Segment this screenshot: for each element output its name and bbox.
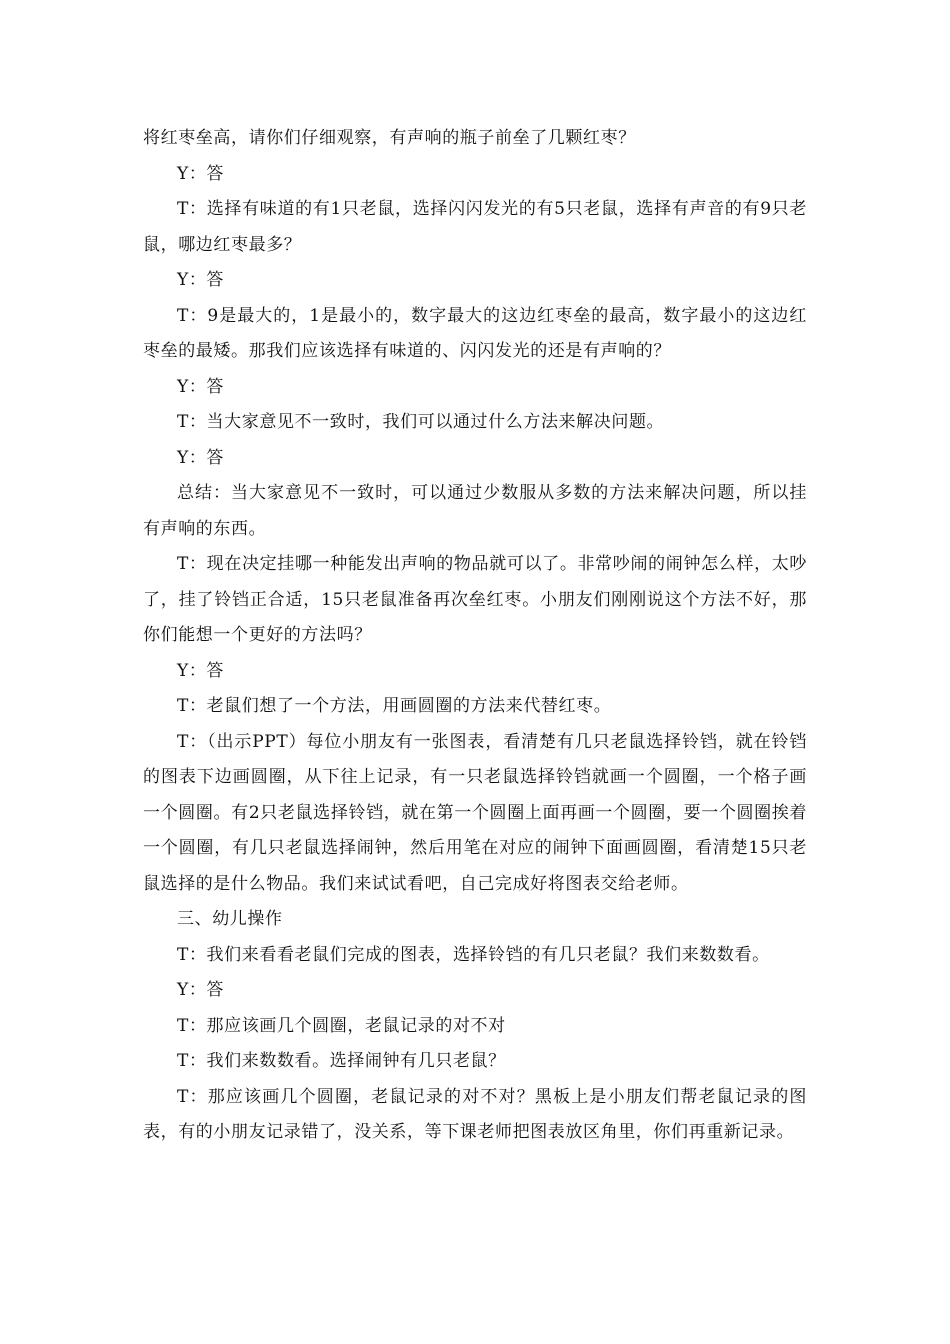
paragraph: T：我们来数数看。选择闹钟有几只老鼠？ — [177, 1051, 506, 1071]
paragraph: Y：答 — [177, 376, 225, 397]
paragraph: T：现在决定挂哪一种能发出声响的物品就可以了。非常吵闹的闹钟怎么样，太吵了，挂了铃铛正合适，15只老鼠准备再次垒红枣。小朋友们刚刚说这个方法不好，那你们能想一个更好的方法吗？ — [143, 554, 807, 645]
paragraph: T：我们来看看老鼠们完成的图表，选择铃铛的有几只老鼠？我们来数数看。 — [177, 944, 770, 965]
paragraph: T：那应该画几个圆圈，老鼠记录的对不对？黑板上是小朋友们帮老鼠记录的图表，有的小朋友记录错了，没关系，等下课老师把图表放区角里，你们再重新记录。 — [143, 1086, 807, 1142]
paragraph: 将红枣垒高，请你们仔细观察，有声响的瓶子前垒了几颗红枣？ — [143, 128, 636, 148]
paragraph: T：当大家意见不一致时，我们可以通过什么方法来解决问题。 — [177, 412, 665, 432]
paragraph: T：9是最大的，1是最小的，数字最大的这边红枣垒的最高，数字最小的这边红枣垒的最矮。那我们应该选择有味道的、闪闪发光的还是有声响的？ — [143, 305, 807, 361]
paragraph: T：老鼠们想了一个方法，用画圆圈的方法来代替红枣。 — [177, 696, 612, 716]
paragraph: Y：答 — [177, 660, 225, 681]
paragraph: T：那应该画几个圆圈，老鼠记录的对不对 — [177, 1015, 506, 1036]
paragraph: T：选择有味道的有1只老鼠，选择闪闪发光的有5只老鼠，选择有声音的有9只老鼠，哪边红枣最多？ — [143, 199, 807, 255]
paragraph: Y：答 — [177, 270, 225, 290]
summary-paragraph: 总结：当大家意见不一致时，可以通过少数服从多数的方法来解决问题，所以挂有声响的东西。 — [143, 483, 807, 539]
paragraph: T：（出示PPT）每位小朋友有一张图表，看清楚有几只老鼠选择铃铛，就在铃铛的图表下边画圆圈，从下往上记录，有一只老鼠选择铃铛就画一个圆圈，一个格子画一个圆圈。有2只老鼠选择铃铛，就在第一个圆圈上面再画一个圆圈，要一个圆圈挨着一个圆圈，有几只老鼠选择闹钟，然后用笔在对应的闹钟下面画圆圈，看清楚15只老鼠选择的是什么物品。我们来试试看吧，自己完成好将图表交给老师。 — [143, 731, 807, 894]
paragraph: Y：答 — [177, 163, 225, 184]
section-heading: 三、幼儿操作 — [177, 909, 283, 929]
document-body — [143, 121, 807, 1151]
paragraph: Y：答 — [177, 447, 225, 468]
paragraph: Y：答 — [177, 980, 225, 1000]
